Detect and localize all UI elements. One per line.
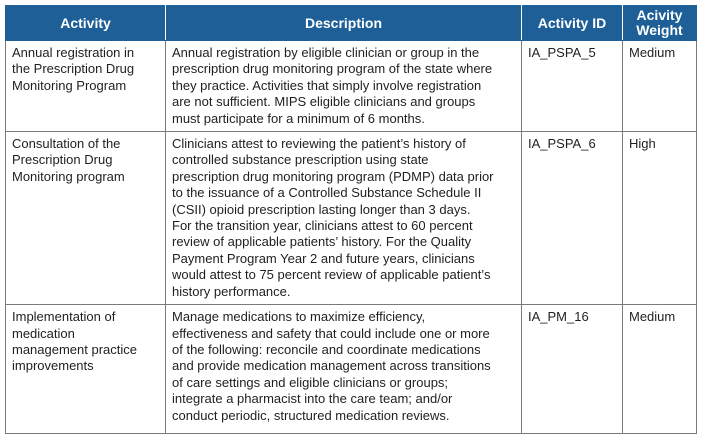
- header-weight-line-2: Weight: [636, 22, 683, 38]
- description-line: effectiveness and safety that could include one or more: [172, 325, 490, 341]
- description-line: For the transition year, clinicians attest to 60 percent: [172, 218, 473, 234]
- description-line: prescription drug monitoring program of the state where: [172, 61, 493, 77]
- activity-cell: [6, 132, 166, 305]
- description-cell: [166, 305, 522, 434]
- description-line: must participate for a minimum of 6 months.: [172, 110, 425, 126]
- activity-line: improvements: [12, 358, 94, 374]
- description-line: to the issuance of a Controlled Substance Schedule II: [172, 185, 482, 201]
- table-row: [6, 305, 697, 434]
- activity-table: [5, 5, 697, 434]
- table-row: [6, 132, 697, 305]
- activity-line: the Prescription Drug: [12, 61, 135, 77]
- activity-line: Consultation of the: [12, 136, 121, 152]
- header-activity: Activity: [6, 6, 166, 41]
- description-line: would attest to 75 percent review of applicable patient’s: [172, 267, 491, 283]
- weight-cell: Medium: [623, 305, 697, 434]
- weight-cell: High: [623, 132, 697, 305]
- activity-cell: [6, 305, 166, 434]
- activity-line: medication: [12, 325, 75, 341]
- description-line: prescription drug monitoring program (PDMP) data prior: [172, 168, 494, 184]
- activity-id-cell: IA_PSPA_6: [522, 132, 623, 305]
- activity-line: Implementation of: [12, 309, 116, 325]
- activity-line: Monitoring program: [12, 168, 125, 184]
- activity-line: Prescription Drug: [12, 152, 113, 168]
- description-line: Payment Program Year 2 and future years, clinicians: [172, 250, 475, 266]
- description-line: Annual registration by eligible clinician or group in the: [172, 45, 480, 60]
- table-header-row: [6, 6, 697, 41]
- activity-id-cell: IA_PM_16: [522, 305, 623, 434]
- weight-cell: Medium: [623, 41, 697, 132]
- description-line: of the following: reconcile and coordinate medications: [172, 341, 481, 357]
- activity-line: management practice: [12, 341, 138, 357]
- header-description: Description: [166, 6, 522, 41]
- description-line: are not sufficient. MIPS eligible clinicians and groups: [172, 94, 476, 110]
- description-line: of care settings and eligible clinicians or groups;: [172, 374, 449, 390]
- description-line: review of applicable patients’ history. For the Quality: [172, 234, 472, 250]
- description-line: (CSII) opioid prescription lasting longer than 3 days.: [172, 201, 471, 217]
- description-cell: [166, 132, 522, 305]
- table-row: [6, 41, 697, 132]
- description-line: integrate a pharmacist into the care team; and/or: [172, 391, 453, 407]
- header-activity-weight: [623, 6, 697, 41]
- activity-line: Annual registration in: [12, 45, 135, 60]
- description-line: Manage medications to maximize efficiency,: [172, 309, 426, 325]
- description-line: they practice. Activities that simply involve registration: [172, 77, 482, 93]
- activity-id-cell: IA_PSPA_5: [522, 41, 623, 132]
- description-line: conduct periodic, structured medication reviews.: [172, 407, 450, 423]
- description-line: controlled substance prescription using state: [172, 152, 429, 168]
- header-activity-id: Activity ID: [522, 6, 623, 41]
- header-weight-line-1: Acivity: [636, 7, 683, 23]
- description-line: Clinicians attest to reviewing the patient’s history of: [172, 136, 466, 152]
- description-line: and provide medication management across transitions: [172, 358, 491, 374]
- description-line: history performance.: [172, 283, 291, 299]
- activity-line: Monitoring Program: [12, 77, 127, 93]
- description-cell: [166, 41, 522, 132]
- activity-cell: [6, 41, 166, 132]
- activity-table-container: [5, 5, 696, 434]
